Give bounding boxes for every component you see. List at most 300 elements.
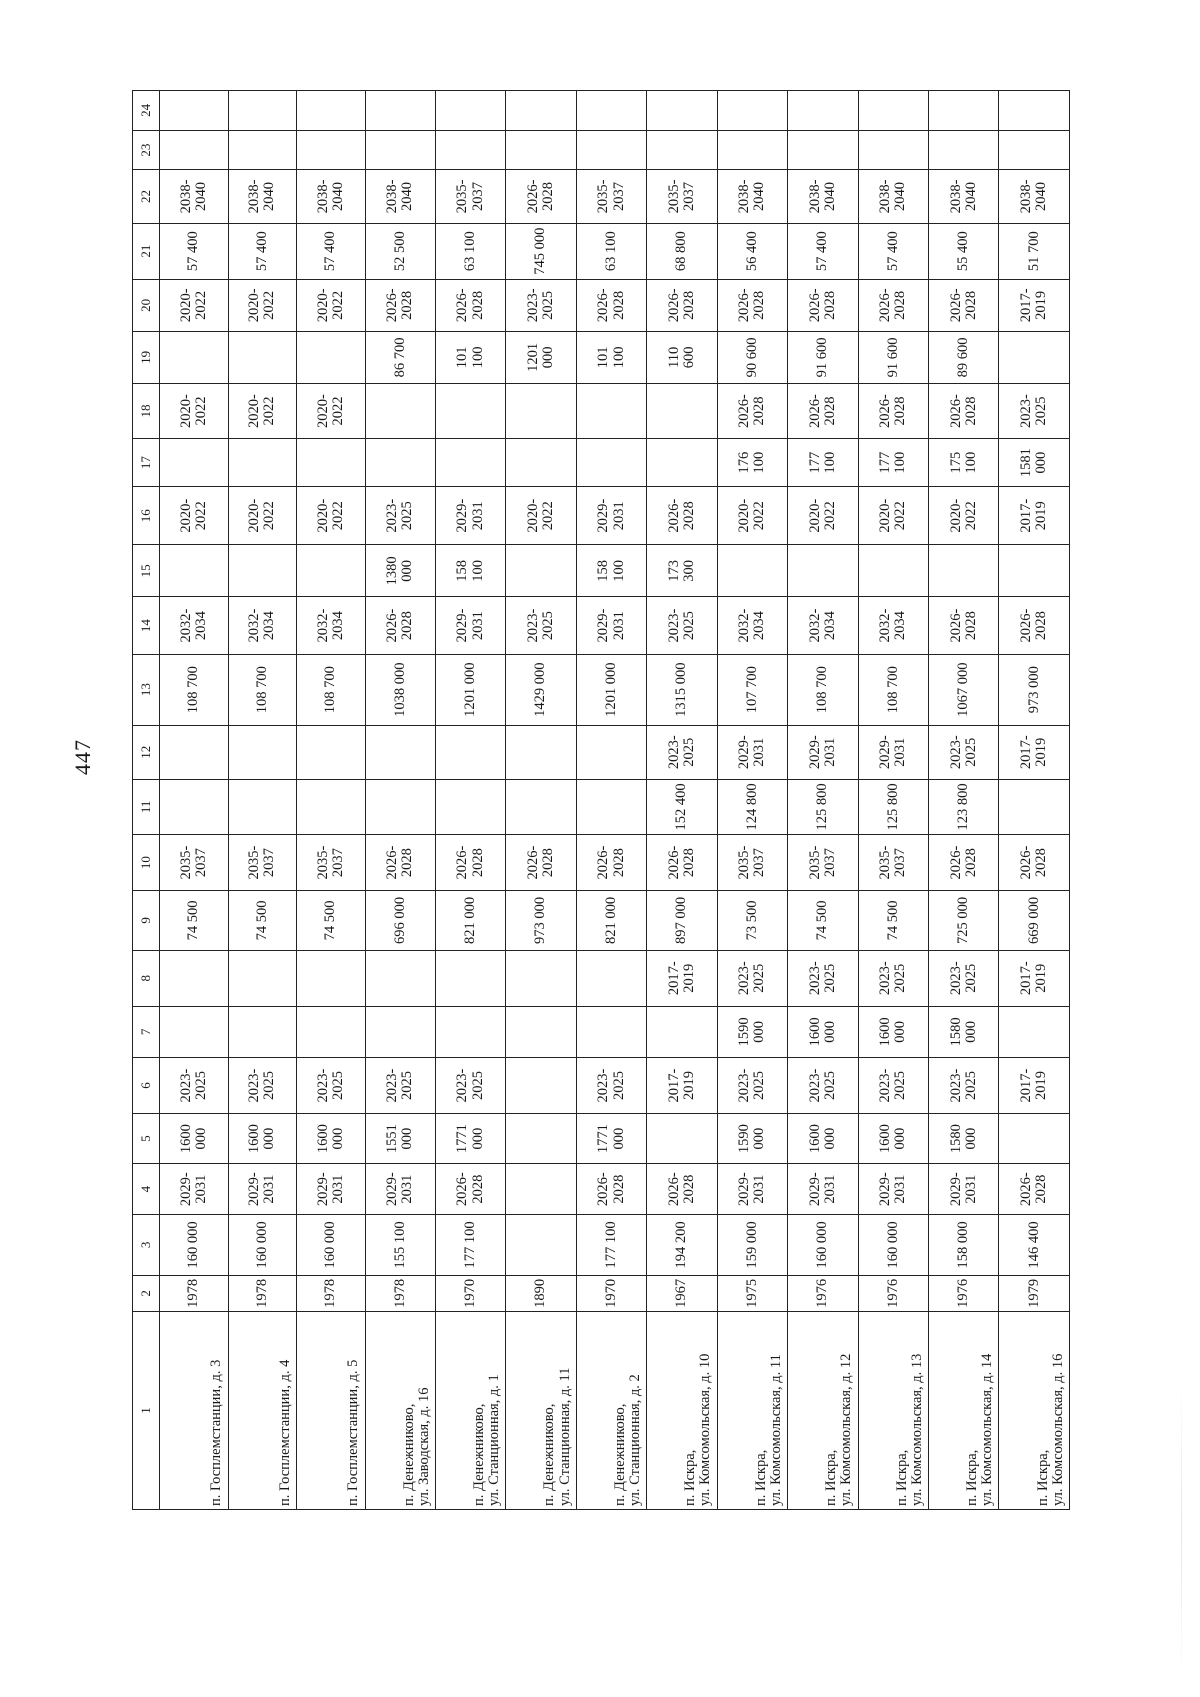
address-cell: п. Искра, ул. Комсомольская, д. 10 — [647, 1312, 717, 1510]
value-cell: 2026- 2028 — [365, 279, 435, 331]
value-cell: 1600 000 — [858, 1006, 928, 1057]
column-number-cell: 24 — [133, 91, 160, 131]
value-cell: 57 400 — [297, 223, 366, 279]
value-cell: 2026- 2028 — [788, 279, 858, 331]
column-number-cell: 12 — [133, 725, 160, 779]
value-cell: 2026- 2028 — [999, 834, 1070, 890]
value-cell: 2017- 2019 — [999, 950, 1070, 1006]
value-cell: 2032- 2034 — [788, 597, 858, 654]
value-cell: 1600 000 — [858, 1114, 928, 1164]
value-cell: 1429 000 — [506, 654, 576, 725]
value-cell — [929, 130, 999, 170]
value-cell — [297, 1006, 366, 1057]
value-cell: 2035- 2037 — [435, 170, 505, 223]
value-cell: 1067 000 — [929, 654, 999, 725]
value-cell — [999, 331, 1070, 383]
table-row — [576, 91, 646, 1510]
value-cell: 155 100 — [365, 1215, 435, 1275]
value-cell: 2026- 2028 — [788, 383, 858, 438]
value-cell: 63 100 — [576, 223, 646, 279]
value-cell: 158 000 — [929, 1215, 999, 1275]
value-cell — [228, 331, 297, 383]
value-cell — [160, 91, 229, 131]
value-cell: 2017- 2019 — [647, 950, 717, 1006]
value-cell: 2017- 2019 — [999, 725, 1070, 779]
value-cell: 1590 000 — [717, 1006, 787, 1057]
value-cell: 2026- 2028 — [858, 279, 928, 331]
value-cell: 51 700 — [999, 223, 1070, 279]
value-cell — [858, 545, 928, 597]
value-cell: 107 700 — [717, 654, 787, 725]
value-cell — [788, 130, 858, 170]
value-cell: 1979 — [999, 1275, 1070, 1311]
value-cell: 2032- 2034 — [160, 597, 229, 654]
value-cell: 2029- 2031 — [717, 725, 787, 779]
value-cell: 2023- 2025 — [717, 950, 787, 1006]
value-cell: 2029- 2031 — [858, 725, 928, 779]
value-cell: 91 600 — [788, 331, 858, 383]
column-number-cell: 20 — [133, 279, 160, 331]
value-cell: 1580 000 — [929, 1114, 999, 1164]
value-cell: 2029- 2031 — [858, 1164, 928, 1215]
value-cell: 90 600 — [717, 331, 787, 383]
value-cell: 1581 000 — [999, 439, 1070, 487]
value-cell: 2038- 2040 — [717, 170, 787, 223]
value-cell: 2038- 2040 — [858, 170, 928, 223]
value-cell: 2029- 2031 — [929, 1164, 999, 1215]
value-cell: 2029- 2031 — [160, 1164, 229, 1215]
value-cell — [858, 130, 928, 170]
value-cell: 2035- 2037 — [576, 170, 646, 223]
value-cell: 160 000 — [788, 1215, 858, 1275]
address-cell: п. Госплемстанции, д. 5 — [297, 1312, 366, 1510]
value-cell: 152 400 — [647, 779, 717, 834]
value-cell — [506, 91, 576, 131]
value-cell — [647, 1006, 717, 1057]
value-cell — [435, 1006, 505, 1057]
value-cell — [365, 383, 435, 438]
column-number-row — [133, 91, 160, 1510]
column-number-cell: 19 — [133, 331, 160, 383]
value-cell — [365, 950, 435, 1006]
value-cell — [228, 130, 297, 170]
value-cell — [576, 950, 646, 1006]
value-cell: 2032- 2034 — [297, 597, 366, 654]
value-cell — [506, 383, 576, 438]
value-cell: 2026- 2028 — [647, 1164, 717, 1215]
value-cell: 2038- 2040 — [160, 170, 229, 223]
value-cell: 2026- 2028 — [506, 170, 576, 223]
value-cell: 74 500 — [788, 891, 858, 950]
value-cell — [228, 950, 297, 1006]
value-cell: 2026- 2028 — [576, 279, 646, 331]
value-cell: 2026- 2028 — [435, 1164, 505, 1215]
value-cell — [647, 130, 717, 170]
table-row — [788, 91, 858, 1510]
table-row — [858, 91, 928, 1510]
value-cell: 2020- 2022 — [506, 487, 576, 545]
value-cell: 63 100 — [435, 223, 505, 279]
value-cell: 2023- 2025 — [929, 725, 999, 779]
value-cell — [160, 950, 229, 1006]
column-number-cell: 8 — [133, 950, 160, 1006]
value-cell — [506, 1006, 576, 1057]
value-cell: 110 600 — [647, 331, 717, 383]
value-cell: 74 500 — [228, 891, 297, 950]
value-cell: 55 400 — [929, 223, 999, 279]
column-number-cell: 21 — [133, 223, 160, 279]
value-cell: 1600 000 — [228, 1114, 297, 1164]
column-number-cell: 5 — [133, 1114, 160, 1164]
value-cell: 2023- 2025 — [929, 950, 999, 1006]
value-cell: 2023- 2025 — [929, 1057, 999, 1113]
column-number-cell: 23 — [133, 130, 160, 170]
value-cell: 1890 — [506, 1275, 576, 1311]
value-cell — [929, 545, 999, 597]
value-cell — [435, 725, 505, 779]
value-cell — [435, 91, 505, 131]
value-cell: 2023- 2025 — [297, 1057, 366, 1113]
value-cell: 2038- 2040 — [365, 170, 435, 223]
value-cell: 2020- 2022 — [297, 487, 366, 545]
value-cell: 2035- 2037 — [788, 834, 858, 890]
address-cell: п. Денежниково, ул. Заводская, д. 16 — [365, 1312, 435, 1510]
value-cell: 2035- 2037 — [160, 834, 229, 890]
value-cell — [297, 439, 366, 487]
value-cell: 2023- 2025 — [858, 950, 928, 1006]
value-cell: 1380 000 — [365, 545, 435, 597]
value-cell — [435, 130, 505, 170]
value-cell — [999, 130, 1070, 170]
value-cell: 176 100 — [717, 439, 787, 487]
value-cell: 2020- 2022 — [788, 487, 858, 545]
value-cell: 173 300 — [647, 545, 717, 597]
value-cell — [365, 91, 435, 131]
value-cell: 696 000 — [365, 891, 435, 950]
value-cell — [999, 1114, 1070, 1164]
value-cell: 86 700 — [365, 331, 435, 383]
value-cell: 2023- 2025 — [506, 597, 576, 654]
value-cell: 2029- 2031 — [365, 1164, 435, 1215]
value-cell — [228, 91, 297, 131]
value-cell — [160, 439, 229, 487]
value-cell: 123 800 — [929, 779, 999, 834]
column-number-cell: 17 — [133, 439, 160, 487]
value-cell: 160 000 — [160, 1215, 229, 1275]
column-number-cell: 22 — [133, 170, 160, 223]
value-cell — [160, 545, 229, 597]
value-cell: 2026- 2028 — [929, 279, 999, 331]
value-cell: 2023- 2025 — [365, 487, 435, 545]
value-cell — [160, 130, 229, 170]
value-cell — [297, 779, 366, 834]
table-row — [228, 91, 297, 1510]
value-cell: 52 500 — [365, 223, 435, 279]
value-cell — [297, 130, 366, 170]
value-cell — [228, 1006, 297, 1057]
value-cell: 124 800 — [717, 779, 787, 834]
column-number-cell: 1 — [133, 1312, 160, 1510]
value-cell — [576, 725, 646, 779]
value-cell: 2038- 2040 — [999, 170, 1070, 223]
value-cell: 2029- 2031 — [576, 597, 646, 654]
value-cell — [999, 545, 1070, 597]
value-cell: 2020- 2022 — [228, 487, 297, 545]
value-cell — [506, 545, 576, 597]
value-cell — [506, 1114, 576, 1164]
value-cell — [506, 130, 576, 170]
value-cell: 2026- 2028 — [858, 383, 928, 438]
value-cell — [435, 439, 505, 487]
value-cell — [576, 779, 646, 834]
value-cell — [506, 1164, 576, 1215]
value-cell: 1771 000 — [435, 1114, 505, 1164]
value-cell: 2032- 2034 — [228, 597, 297, 654]
table-row — [506, 91, 576, 1510]
address-cell: п. Искра, ул. Комсомольская, д. 13 — [858, 1312, 928, 1510]
value-cell: 2026- 2028 — [506, 834, 576, 890]
value-cell: 2026- 2028 — [929, 597, 999, 654]
value-cell: 2029- 2031 — [788, 1164, 858, 1215]
value-cell: 108 700 — [788, 654, 858, 725]
value-cell — [160, 331, 229, 383]
value-cell: 2029- 2031 — [717, 1164, 787, 1215]
value-cell: 1970 — [435, 1275, 505, 1311]
value-cell: 821 000 — [435, 891, 505, 950]
value-cell: 1315 000 — [647, 654, 717, 725]
value-cell: 177 100 — [435, 1215, 505, 1275]
value-cell — [297, 545, 366, 597]
value-cell: 2026- 2028 — [576, 1164, 646, 1215]
address-cell: п. Искра, ул. Комсомольская, д. 14 — [929, 1312, 999, 1510]
value-cell: 2020- 2022 — [297, 383, 366, 438]
value-cell: 177 100 — [788, 439, 858, 487]
value-cell: 2020- 2022 — [717, 487, 787, 545]
value-cell — [717, 130, 787, 170]
value-cell: 2023- 2025 — [506, 279, 576, 331]
value-cell — [717, 545, 787, 597]
table-row — [929, 91, 999, 1510]
value-cell: 1201 000 — [506, 331, 576, 383]
value-cell: 2023- 2025 — [365, 1057, 435, 1113]
value-cell: 57 400 — [858, 223, 928, 279]
value-cell — [788, 91, 858, 131]
value-cell: 125 800 — [788, 779, 858, 834]
value-cell — [576, 130, 646, 170]
value-cell: 2026- 2028 — [647, 279, 717, 331]
value-cell: 146 400 — [999, 1215, 1070, 1275]
value-cell: 2020- 2022 — [929, 487, 999, 545]
value-cell: 2035- 2037 — [858, 834, 928, 890]
value-cell: 1978 — [228, 1275, 297, 1311]
value-cell — [297, 91, 366, 131]
value-cell: 821 000 — [576, 891, 646, 950]
value-cell: 2020- 2022 — [160, 383, 229, 438]
value-cell: 2032- 2034 — [717, 597, 787, 654]
value-cell — [929, 91, 999, 131]
value-cell: 2026- 2028 — [365, 597, 435, 654]
value-cell: 2029- 2031 — [435, 597, 505, 654]
value-cell: 1970 — [576, 1275, 646, 1311]
table-row — [160, 91, 229, 1510]
value-cell — [999, 91, 1070, 131]
column-number-cell: 2 — [133, 1275, 160, 1311]
value-cell: 2023- 2025 — [788, 1057, 858, 1113]
value-cell: 194 200 — [647, 1215, 717, 1275]
value-cell — [647, 383, 717, 438]
value-cell — [160, 725, 229, 779]
value-cell: 1038 000 — [365, 654, 435, 725]
value-cell: 2020- 2022 — [160, 279, 229, 331]
value-cell: 2029- 2031 — [228, 1164, 297, 1215]
value-cell: 2038- 2040 — [228, 170, 297, 223]
value-cell — [365, 1006, 435, 1057]
value-cell — [858, 91, 928, 131]
value-cell — [506, 779, 576, 834]
value-cell: 57 400 — [160, 223, 229, 279]
value-cell — [576, 383, 646, 438]
value-cell: 2032- 2034 — [858, 597, 928, 654]
value-cell: 2023- 2025 — [647, 597, 717, 654]
value-cell: 897 000 — [647, 891, 717, 950]
value-cell — [435, 779, 505, 834]
value-cell — [228, 725, 297, 779]
value-cell: 108 700 — [858, 654, 928, 725]
value-cell — [647, 91, 717, 131]
value-cell — [506, 1215, 576, 1275]
value-cell: 2035- 2037 — [297, 834, 366, 890]
value-cell: 2023- 2025 — [717, 1057, 787, 1113]
value-cell: 2020- 2022 — [297, 279, 366, 331]
value-cell — [228, 779, 297, 834]
column-number-cell: 7 — [133, 1006, 160, 1057]
value-cell: 74 500 — [160, 891, 229, 950]
value-cell: 177 100 — [576, 1215, 646, 1275]
column-number-cell: 13 — [133, 654, 160, 725]
value-cell — [506, 1057, 576, 1113]
value-cell: 2026- 2028 — [717, 279, 787, 331]
value-cell: 2023- 2025 — [999, 383, 1070, 438]
address-cell: п. Денежниково, ул. Станционная, д. 11 — [506, 1312, 576, 1510]
value-cell: 745 000 — [506, 223, 576, 279]
address-cell: п. Госплемстанции, д. 3 — [160, 1312, 229, 1510]
value-cell: 2026- 2028 — [999, 1164, 1070, 1215]
value-cell: 1600 000 — [297, 1114, 366, 1164]
value-cell — [576, 91, 646, 131]
value-cell: 1976 — [788, 1275, 858, 1311]
value-cell: 2038- 2040 — [788, 170, 858, 223]
column-number-cell: 11 — [133, 779, 160, 834]
value-cell: 91 600 — [858, 331, 928, 383]
value-cell — [717, 91, 787, 131]
column-number-cell: 6 — [133, 1057, 160, 1113]
value-cell: 159 000 — [717, 1215, 787, 1275]
value-cell — [160, 779, 229, 834]
value-cell: 1976 — [858, 1275, 928, 1311]
table-row — [297, 91, 366, 1510]
rotated-table-container — [132, 90, 1070, 1510]
value-cell: 125 800 — [858, 779, 928, 834]
value-cell: 57 400 — [228, 223, 297, 279]
column-number-cell: 9 — [133, 891, 160, 950]
value-cell: 108 700 — [160, 654, 229, 725]
page-number: 447 — [70, 739, 95, 775]
table-row — [647, 91, 717, 1510]
value-cell: 89 600 — [929, 331, 999, 383]
value-cell: 2026- 2028 — [576, 834, 646, 890]
value-cell: 2035- 2037 — [228, 834, 297, 890]
value-cell: 2020- 2022 — [228, 279, 297, 331]
value-cell: 2029- 2031 — [297, 1164, 366, 1215]
value-cell: 2026- 2028 — [717, 383, 787, 438]
value-cell: 669 000 — [999, 891, 1070, 950]
value-cell: 108 700 — [228, 654, 297, 725]
table-row — [717, 91, 787, 1510]
value-cell — [506, 439, 576, 487]
value-cell: 2023- 2025 — [788, 950, 858, 1006]
value-cell: 160 000 — [228, 1215, 297, 1275]
value-cell — [999, 779, 1070, 834]
address-cell: п. Искра, ул. Комсомольская, д. 16 — [999, 1312, 1070, 1510]
value-cell — [999, 1006, 1070, 1057]
value-cell: 158 100 — [576, 545, 646, 597]
value-cell — [576, 1006, 646, 1057]
column-number-cell: 18 — [133, 383, 160, 438]
scan-edge-artifact — [1181, 1380, 1182, 1680]
table-row — [365, 91, 435, 1510]
value-cell — [297, 950, 366, 1006]
value-cell: 2023- 2025 — [435, 1057, 505, 1113]
value-cell: 1978 — [297, 1275, 366, 1311]
value-cell: 2023- 2025 — [858, 1057, 928, 1113]
address-cell: п. Денежниково, ул. Станционная, д. 1 — [435, 1312, 505, 1510]
value-cell: 160 000 — [858, 1215, 928, 1275]
value-cell: 1600 000 — [160, 1114, 229, 1164]
value-cell: 1580 000 — [929, 1006, 999, 1057]
value-cell — [228, 545, 297, 597]
value-cell: 1771 000 — [576, 1114, 646, 1164]
value-cell — [576, 439, 646, 487]
value-cell: 1201 000 — [576, 654, 646, 725]
value-cell: 1975 — [717, 1275, 787, 1311]
value-cell — [435, 950, 505, 1006]
value-cell: 2038- 2040 — [929, 170, 999, 223]
value-cell — [365, 725, 435, 779]
value-cell — [788, 545, 858, 597]
value-cell — [506, 725, 576, 779]
value-cell: 725 000 — [929, 891, 999, 950]
address-cell: п. Искра, ул. Комсомольская, д. 11 — [717, 1312, 787, 1510]
value-cell: 2020- 2022 — [160, 487, 229, 545]
value-cell: 2026- 2028 — [647, 834, 717, 890]
column-number-cell: 14 — [133, 597, 160, 654]
column-number-cell: 16 — [133, 487, 160, 545]
value-cell: 2029- 2031 — [576, 487, 646, 545]
value-cell — [365, 439, 435, 487]
value-cell: 1967 — [647, 1275, 717, 1311]
value-cell: 1600 000 — [788, 1006, 858, 1057]
address-cell: п. Искра, ул. Комсомольская, д. 12 — [788, 1312, 858, 1510]
value-cell: 973 000 — [506, 891, 576, 950]
value-cell: 2029- 2031 — [788, 725, 858, 779]
column-number-cell: 10 — [133, 834, 160, 890]
value-cell: 2023- 2025 — [160, 1057, 229, 1113]
value-cell: 2023- 2025 — [228, 1057, 297, 1113]
value-cell: 2023- 2025 — [576, 1057, 646, 1113]
value-cell: 2026- 2028 — [435, 279, 505, 331]
value-cell: 2023- 2025 — [647, 725, 717, 779]
value-cell: 2017- 2019 — [999, 487, 1070, 545]
